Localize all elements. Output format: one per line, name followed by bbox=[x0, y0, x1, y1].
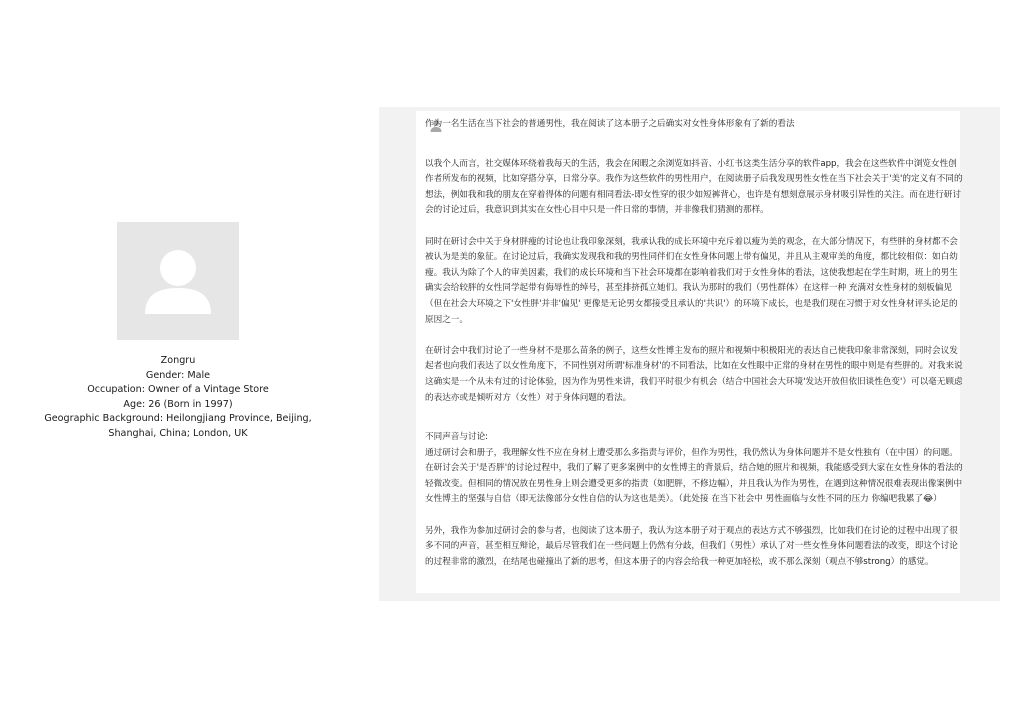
comment-paragraph: 不同声音与讨论: 通过研讨会和册子，我理解女性不应在身材上遭受那么多指责与评价，但作为男性，我仍然认为身体问题并不是女性独有（在中国）的问题。在研讨会关于'是否胖'的讨论过程中，我们了解了更多案例中的女性博主的背景后，结合她的照片和视频，我能感受到大家在女性身体的看法的轻微改变。但相同的情况放在男性身上则会遭受更多的指责（如肥胖，不修边幅），并且我认为作为男性，在遇到这种情况很难表现出像案例中女性博主的坚强与自信（即无法像部分女性自信的认为这也是美）。（此处接 在当下社会中 男性面临与女性不同的压力 你编吧我累了😂） bbox=[425, 432, 963, 505]
comment-paragraph: 在研讨会中我们讨论了一些身材不是那么苗条的例子，这些女性博主发布的照片和视频中积极阳光的表达自己使我印象非常深刻，同时会议发起者也向我们表达了以女性角度下，不同性别对所谓'标准身材'的不同看法，比如在女性眼中正常的身材在男性的眼中则是有些胖的。对我来说这确实是一个从未有过的讨论体验，因为作为男性来讲，我们平时很少有机会（结合中国社会大环境'发达开放但依旧谈性色变'）可以毫无顾虑的表达亦或是倾听对方（女性）对于身体问题的看法。 bbox=[425, 345, 963, 403]
profile-age: Age: 26 (Born in 1997) bbox=[123, 398, 233, 410]
user-silhouette-icon bbox=[117, 222, 239, 340]
comment-paragraph: 同时在研讨会中关于身材胖瘦的讨论也让我印象深刻，我承认我的成长环境中充斥着以瘦为美的观念，在大部分情况下，有些胖的身材都不会被认为是美的象征。在讨论过后，我确实发现我和我的男性同伴们在女性身体问题上带有偏见，并且从主观审美的角度，都比较相似：如白幼瘦。我认为除了个人的审美因素，我们的成长环境和当下社会环境都在影响着我们对于女性身体的看法，这使我想起在学生时期，班上的男生确实会给较胖的女性同学起带有侮辱性的绰号，甚至排挤孤立她们。我认为那时的我们（男性群体）在这样一种 充满对女性身材的刻板偏见（但在社会大环境之下'女性胖'并非'偏见' 更像是无论男女都接受且承认的'共识'）的环境下成长，也是我们现在习惯于对女性身材评头论足的原因之一。 bbox=[425, 236, 958, 325]
avatar bbox=[117, 222, 239, 340]
profile-occupation: Occupation: Owner of a Vintage Store bbox=[87, 384, 269, 395]
comment-paragraph: 作为一名生活在当下社会的普通男性，我在阅读了这本册子之后确实对女性身体形象有了新的看法 bbox=[425, 119, 795, 129]
profile-gender: Gender: Male bbox=[145, 369, 211, 381]
profile-background: Geographic Background: Heilongjiang Province, Beijing, Shanghai, China; London, UK bbox=[44, 413, 312, 439]
comment-paragraph: 以我个人而言，社交媒体环绕着我每天的生活，我会在闲暇之余浏览如抖音、小红书这类生活分享的软件app，我会在这些软件中浏览女性创作者所发布的视频，比如穿搭分享，日常分享。我作为这些软件的男性用户，在阅读册子后我发现男性女性在当下社会关于'美'的定义有不同的想法，例如我和我的朋友在穿着得体的问题有相同看法-即女性穿的很少如短裤背心，也许是有想刻意展示身材吸引异性的关注。而在进行研讨会的讨论过后，我意识到其实在女性心目中只是一件日常的事情，并非像我们猜测的那样。 bbox=[425, 158, 963, 216]
profile-card bbox=[40, 222, 316, 441]
comment-paragraph: 另外，我作为参加过研讨会的参与者，也阅读了这本册子，我认为这本册子对于观点的表达方式不够强烈，比如我们在讨论的过程中出现了很多不同的声音，甚至相互辩论，最后尽管我们在一些问题上仍然有分歧，但我们（男性）承认了对一些女性身体问题看法的改变，即这个讨论的过程非常的激烈，在结尾也碰撞出了新的思考，但这本册子的内容会给我一种更加轻松，或不那么深刻（观点不够strong）的感觉。 bbox=[425, 525, 958, 567]
comment-text bbox=[425, 117, 963, 570]
profile-details bbox=[40, 354, 316, 441]
profile-name: Zongru bbox=[160, 355, 196, 366]
